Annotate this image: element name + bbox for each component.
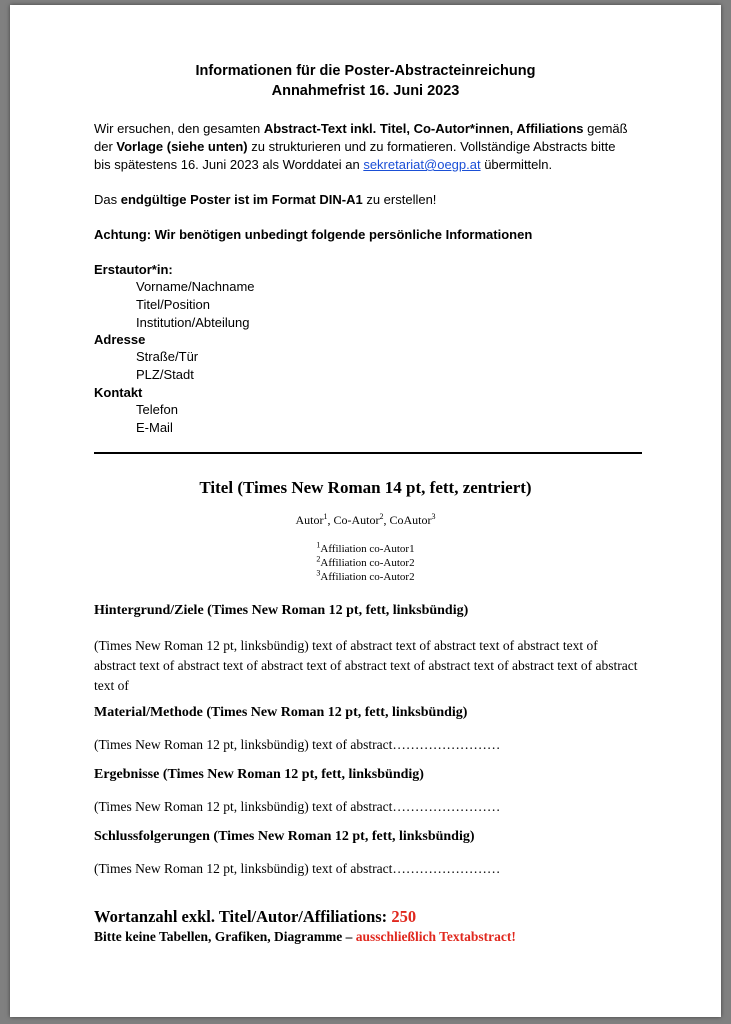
author-sup: 3 [431, 512, 436, 521]
author-line [10, 513, 721, 528]
affiliation-line [10, 554, 721, 569]
intro-text: übermitteln. [480, 157, 553, 172]
address-item: PLZ/Stadt [136, 367, 194, 382]
intro-text: Wir ersuchen, den gesamten [94, 121, 264, 136]
intro-line2 [94, 138, 615, 156]
affiliation-text: Affiliation co-Autor1 [320, 543, 415, 555]
intro-text: Das [94, 192, 121, 207]
intro-text: gemäß [583, 121, 628, 136]
intro-text: zu erstellen! [362, 192, 437, 207]
poster-format-note [94, 191, 436, 209]
author-item: Vorname/Nachname [136, 279, 255, 294]
section-heading: Material/Methode (Times New Roman 12 pt, fett, linksbündig) [94, 705, 468, 720]
wordcount-value: 250 [391, 907, 417, 926]
author-name: Autor [295, 513, 324, 527]
section-heading: Hintergrund/Ziele (Times New Roman 12 pt, fett, linksbündig) [94, 603, 469, 618]
page-title-line1: Informationen für die Poster-Abstracteinreichung [195, 63, 536, 79]
section-text: (Times New Roman 12 pt, linksbündig) text of abstract…………………… [94, 799, 501, 814]
author-sup: 2 [379, 512, 384, 521]
author-sup: 1 [323, 512, 328, 521]
section-text: (Times New Roman 12 pt, linksbündig) text of abstract…………………… [94, 737, 501, 752]
intro-text: der [94, 139, 117, 154]
section-text: (Times New Roman 12 pt, linksbündig) text of abstract text of abstract text of abstract text of abstract text of abstract text of abstract text of abstract text of abstract text of abstract text of abstract text of [94, 638, 638, 693]
attention-note: Achtung: Wir benötigen unbedingt folgende persönliche Informationen [94, 227, 533, 242]
author-item: Titel/Position [136, 297, 210, 312]
content-note-text: Bitte keine Tabellen, Grafiken, Diagramme – [94, 929, 356, 944]
contact-heading: Kontakt [94, 385, 143, 400]
author-item: Institution/Abteilung [136, 315, 250, 330]
content-note-emphasis: ausschließlich Textabstract! [355, 929, 516, 944]
intro-bold-text: Abstract-Text inkl. Titel, Co-Autor*innen, Affiliations [263, 121, 584, 136]
section-divider [94, 452, 642, 454]
wordcount-line [94, 907, 416, 927]
intro-text: bis spätestens 16. Juni 2023 als Worddatei an [94, 157, 364, 172]
content-note [94, 929, 516, 945]
document-page [10, 5, 721, 1017]
section-heading: Schlussfolgerungen (Times New Roman 12 pt, fett, linksbündig) [94, 829, 475, 844]
intro-text: zu strukturieren und zu formatieren. Vollständige Abstracts bitte [247, 139, 616, 154]
affiliation-sup: 2 [316, 554, 321, 564]
wordcount-label: Wortanzahl exkl. Titel/Autor/Affiliations: [94, 907, 392, 926]
intro-bold-text: Vorlage (siehe unten) [116, 139, 248, 154]
affiliation-text: Affiliation co-Autor2 [320, 557, 415, 569]
template-title: Titel (Times New Roman 14 pt, fett, zentriert) [199, 478, 532, 497]
affiliation-line [10, 540, 721, 555]
intro-line3 [94, 156, 552, 174]
intro-bold-text: endgültige Poster ist im Format DIN-A1 [120, 192, 363, 207]
address-heading: Adresse [94, 332, 146, 347]
contact-item: Telefon [136, 402, 178, 417]
intro-line1 [94, 120, 628, 138]
page-title-line2: Annahmefrist 16. Juni 2023 [271, 83, 460, 99]
affiliation-sup: 3 [316, 568, 321, 578]
section-text: (Times New Roman 12 pt, linksbündig) text of abstract…………………… [94, 861, 501, 876]
affiliation-text: Affiliation co-Autor2 [320, 571, 415, 583]
email-link[interactable]: sekretariat@oegp.at [363, 157, 481, 172]
author-name: , CoAutor [383, 513, 432, 527]
contact-item: E-Mail [136, 420, 173, 435]
affiliation-line [10, 568, 721, 583]
author-heading: Erstautor*in: [94, 262, 173, 277]
address-item: Straße/Tür [136, 349, 199, 364]
author-name: , Co-Autor [327, 513, 380, 527]
affiliation-sup: 1 [316, 540, 321, 550]
section-heading: Ergebnisse (Times New Roman 12 pt, fett, linksbündig) [94, 767, 424, 782]
